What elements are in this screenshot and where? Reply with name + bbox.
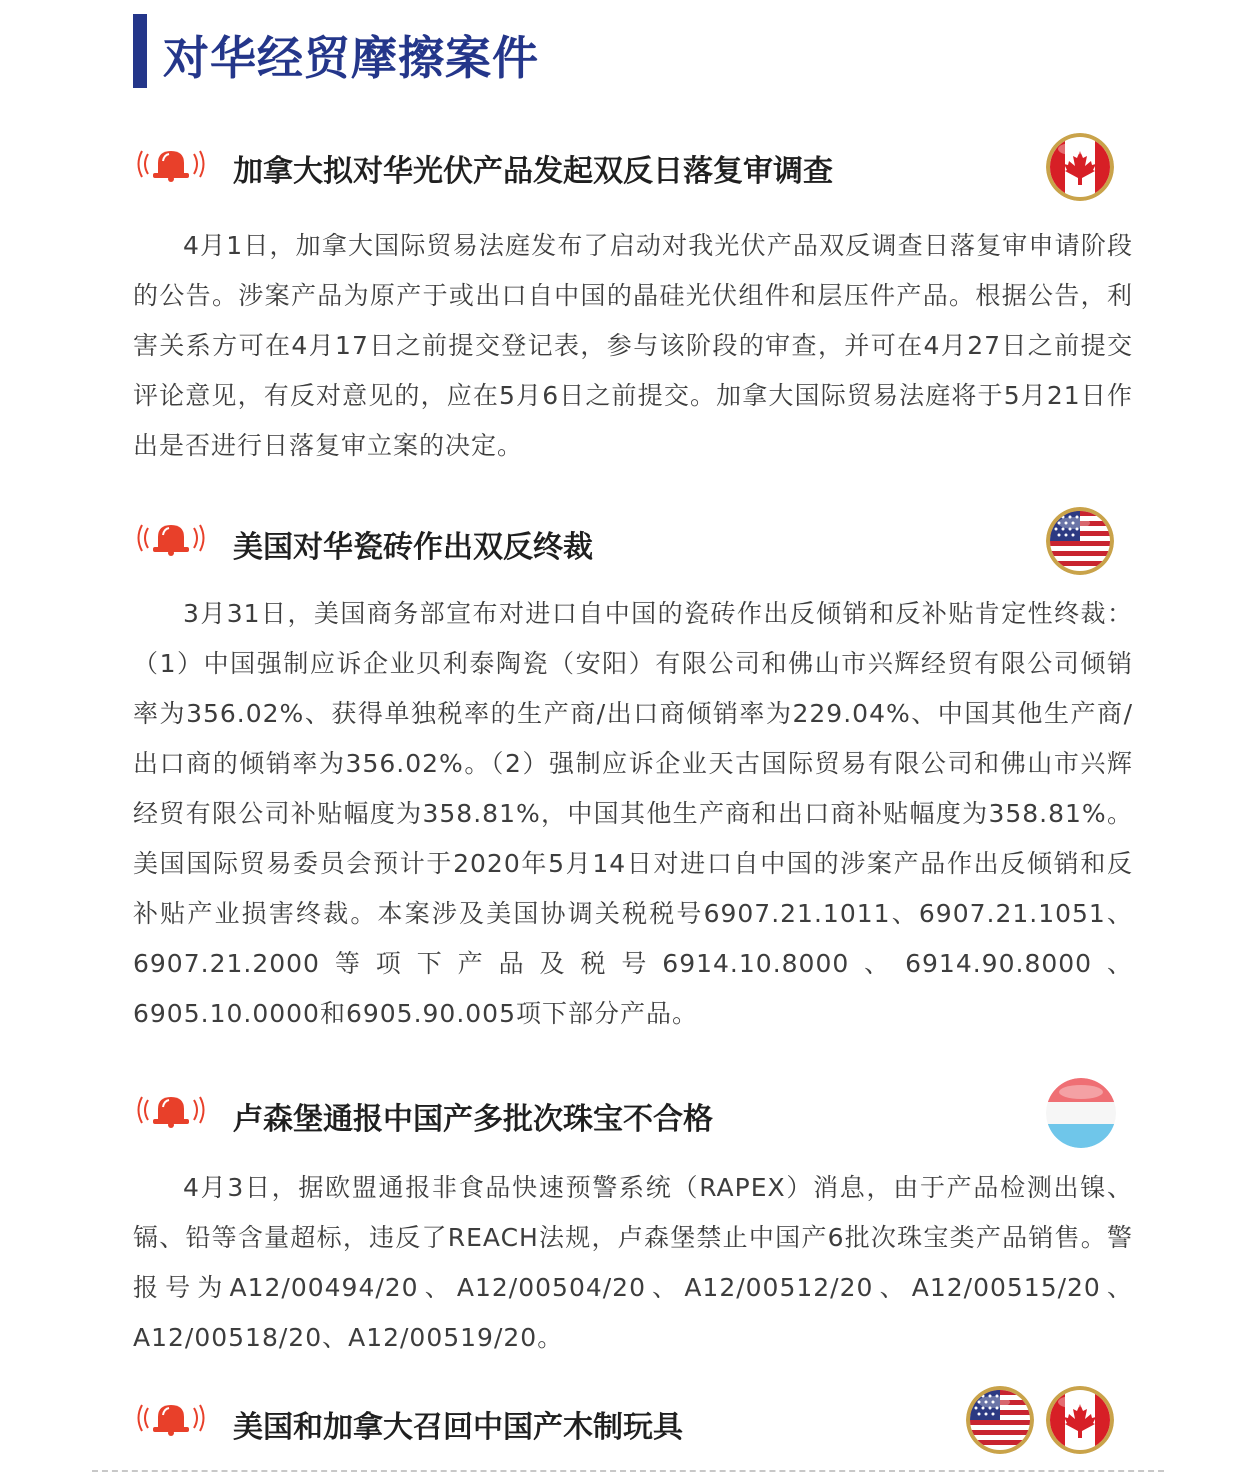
section-header-canada-solar xyxy=(0,128,1240,208)
section-header-us-canada-toys xyxy=(0,1384,1240,1464)
section-title: 卢森堡通报中国产多批次珠宝不合格 xyxy=(233,1102,713,1137)
canada-flag-icon xyxy=(1046,1386,1114,1454)
usa-flag-icon xyxy=(966,1386,1034,1454)
section-body: 4月3日，据欧盟通报非食品快速预警系统（RAPEX）消息，由于产品检测出镍、镉、铅等含量超标，违反了REACH法规，卢森堡禁止中国产6批次珠宝类产品销售。警报号为A12/00494/20、A12/00504/20、A12/00512/20、A12/00515/20、A12/00518/20、A12/00519/20。 xyxy=(133,1173,1133,1352)
alarm-bell-icon xyxy=(136,1092,206,1128)
section-header-luxembourg-jewelry xyxy=(0,1074,1240,1154)
section-body: 3月31日，美国商务部宣布对进口自中国的瓷砖作出反倾销和反补贴肯定性终裁：（1）中国强制应诉企业贝利泰陶瓷（安阳）有限公司和佛山市兴辉经贸有限公司倾销率为356.02%、获得单独税率的生产商/出口商倾销率为229.04%、中国其他生产商/出口商的倾销率为356.02%。（2）强制应诉企业天古国际贸易有限公司和佛山市兴辉经贸有限公司补贴幅度为358.81%，中国其他生产商和出口商补贴幅度为358.81%。美国国际贸易委员会预计于2020年5月14日对进口自中国的涉案产品作出反倾销和反补贴产业损害终裁。本案涉及美国协调关税税号6907.21.1011、6907.21.1051、6907.21.2000等项下产品及税号6914.10.8000、6914.90.8000、6905.10.0000和6905.90.005项下部分产品。 xyxy=(133,599,1133,1028)
usa-flag-icon xyxy=(1046,507,1114,575)
section-header-us-tiles xyxy=(0,502,1240,582)
section-title: 加拿大拟对华光伏产品发起双反日落复审调查 xyxy=(233,154,833,189)
alarm-bell-icon xyxy=(136,520,206,556)
title-accent-bar xyxy=(133,14,147,88)
section-title: 美国对华瓷砖作出双反终裁 xyxy=(233,530,593,565)
page-title: 对华经贸摩擦案件 xyxy=(163,31,539,85)
section-title: 美国和加拿大召回中国产木制玩具 xyxy=(233,1410,683,1445)
dashed-divider xyxy=(92,1470,1164,1472)
section-body: 4月1日，加拿大国际贸易法庭发布了启动对我光伏产品双反调查日落复审申请阶段的公告。涉案产品为原产于或出口自中国的晶硅光伏组件和层压件产品。根据公告，利害关系方可在4月17日之前提交登记表，参与该阶段的审查，并可在4月27日之前提交评论意见，有反对意见的，应在5月6日之前提交。加拿大国际贸易法庭将于5月21日作出是否进行日落复审立案的决定。 xyxy=(133,231,1133,460)
canada-flag-icon xyxy=(1046,133,1114,201)
alarm-bell-icon xyxy=(136,146,206,182)
luxembourg-flag-icon xyxy=(1046,1078,1116,1148)
alarm-bell-icon xyxy=(136,1400,206,1436)
